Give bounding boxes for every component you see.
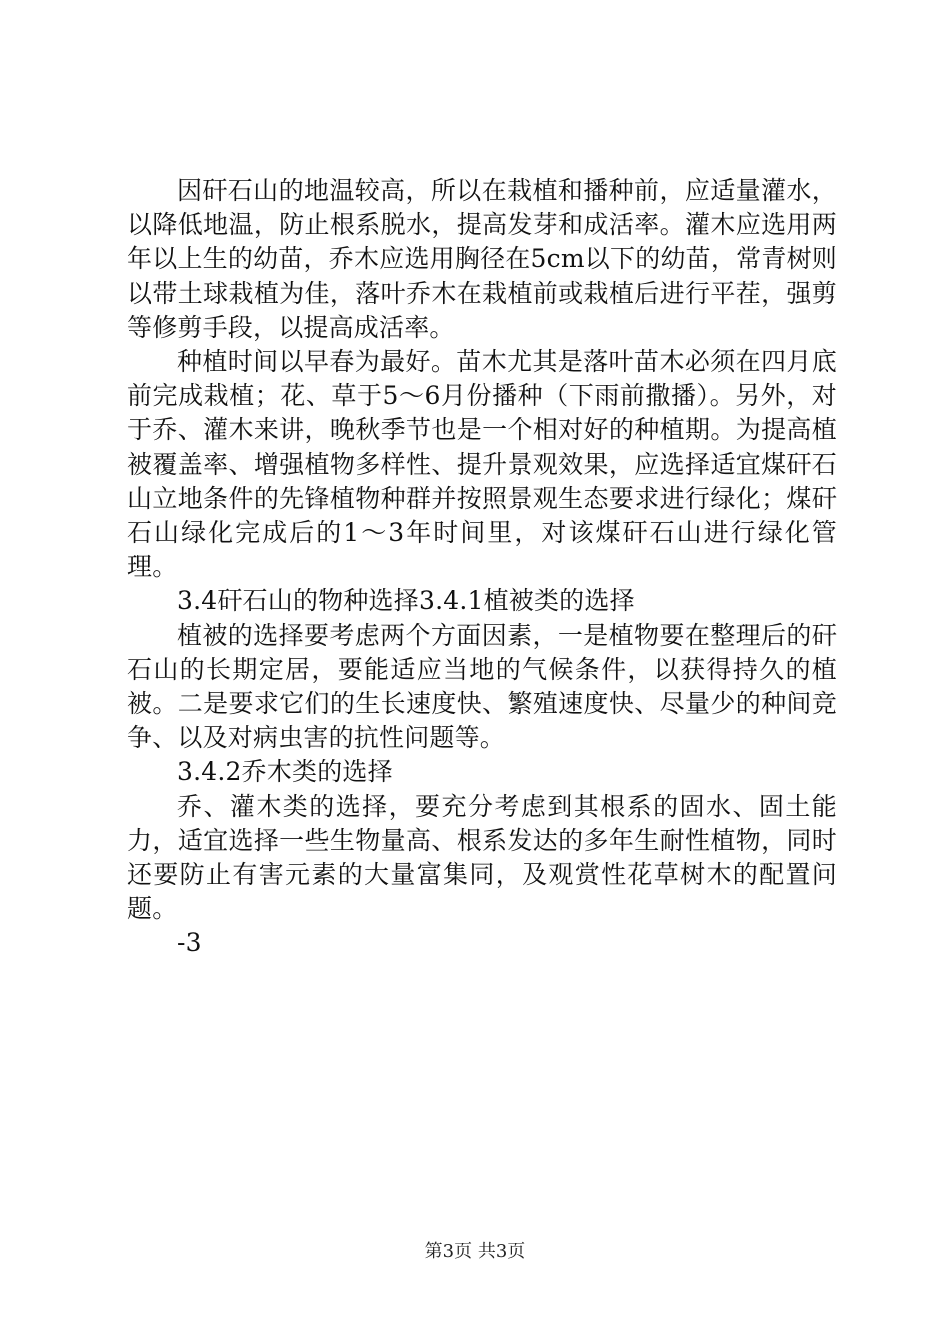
paragraph-tree-shrub-selection: 乔、灌木类的选择，要充分考虑到其根系的固水、固土能力，适宜选择一些生物量高、根系发达的多年生耐性植物，同时还要防止有害元素的大量富集同，及观赏性花草树木的配置问题。 xyxy=(127,791,837,924)
page-footer xyxy=(0,1240,950,1264)
paragraph-planting-preparation: 因矸石山的地温较高，所以在栽植和播种前，应适量灌水，以降低地温，防止根系脱水，提高发芽和成活率。灌木应选用两年以上生的幼苗，乔木应选用胸径在5cm以下的幼苗，常青树则以带土球栽植为佳，落叶乔木在栽植前或栽植后进行平茬，强剪等修剪手段，以提高成活率。 xyxy=(127,176,837,342)
section-heading-tree-selection: 3.4.2乔木类的选择 xyxy=(177,757,393,787)
section-heading-species-selection: 3.4矸石山的物种选择3.4.1植被类的选择 xyxy=(177,586,635,616)
paragraph-vegetation-selection: 植被的选择要考虑两个方面因素，一是植物要在整理后的矸石山的长期定居，要能适应当地的气候条件，以获得持久的植被。二是要求它们的生长速度快、繁殖速度快、尽量少的种间竞争、以及对病虫害的抗性问题等。 xyxy=(127,620,837,753)
document-body xyxy=(127,174,837,961)
inline-page-marker: -3 xyxy=(177,928,202,958)
page-number-label: 第3页 共3页 xyxy=(424,1241,526,1262)
paragraph-planting-time: 种植时间以早春为最好。苗木尤其是落叶苗木必须在四月底前完成栽植；花、草于5～6月份播种（下雨前撒播）。另外，对于乔、灌木来讲，晚秋季节也是一个相对好的种植期。为提高植被覆盖率、增强植物多样性、提升景观效果，应选择适宜煤矸石山立地条件的先锋植物种群并按照景观生态要求进行绿化；煤矸石山绿化完成后的1～3年时间里，对该煤矸石山进行绿化管理。 xyxy=(127,347,837,582)
